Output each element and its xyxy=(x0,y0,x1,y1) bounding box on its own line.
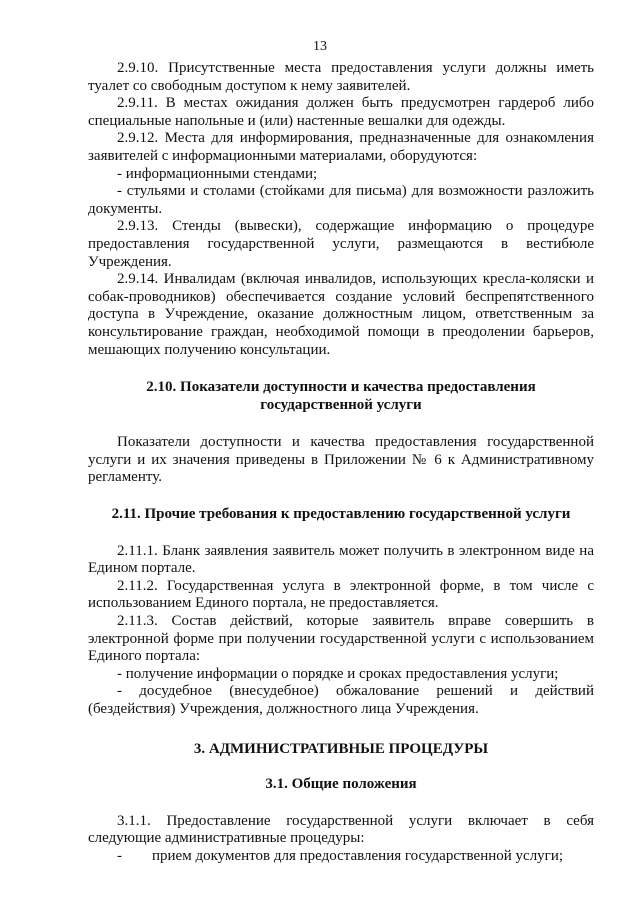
page-number: 13 xyxy=(313,39,327,54)
paragraph-2-9-12: 2.9.12. Места для информирования, предназначенные для ознакомления заявителей с информационными материалами, оборудуются: xyxy=(88,130,594,164)
paragraph-2-11-3: 2.11.3. Состав действий, которые заявитель вправе совершить в электронной форме при получении государственной услуги с использованием Единого портала: xyxy=(88,613,594,665)
list-item-stands: - информационными стендами; xyxy=(117,165,318,182)
heading-section-3: 3. АДМИНИСТРАТИВНЫЕ ПРОЦЕДУРЫ xyxy=(193,740,489,757)
heading-2-11: 2.11. Прочие требования к предоставлению государственной услуги xyxy=(111,506,571,523)
list-dash: - xyxy=(117,847,122,864)
document-body xyxy=(88,60,594,866)
paragraph-2-9-10: 2.9.10. Присутственные места предоставления услуги должны иметь туалет со свободным доступом к нему заявителей. xyxy=(88,60,594,94)
paragraph-3-1-1: 3.1.1. Предоставление государственной услуги включает в себя следующие административные процедуры: xyxy=(88,812,594,847)
list-item-info: - получение информации о порядке и сроках предоставления услуги; xyxy=(117,665,559,682)
paragraph-2-9-11: 2.9.11. В местах ожидания должен быть предусмотрен гардероб либо специальные напольные и (или) настенные вешалки для одежды. xyxy=(88,95,594,129)
paragraph-2-10-body: Показатели доступности и качества предоставления государственной услуги и их значения приведены в Приложении № 6 к Административному регламенту. xyxy=(88,434,594,486)
paragraph-2-9-14: 2.9.14. Инвалидам (включая инвалидов, использующих кресла-коляски и собак-проводников) обеспечивается создание условий беспрепятственного доступа в Учреждение, оказание должностным лицом, ответственным за консультирование граждан, необходимой помощи в преодолении барьеров, мешающих получению консультации. xyxy=(88,271,594,358)
paragraph-2-11-2: 2.11.2. Государственная услуга в электронной форме, в том числе с использованием Единого портала, не предоставляется. xyxy=(88,577,594,612)
list-item-appeal: - досудебное (внесудебное) обжалование решений и действий (бездействия) Учреждения, должностного лица Учреждения. xyxy=(88,683,594,717)
paragraph-2-11-1: 2.11.1. Бланк заявления заявитель может получить в электронном виде на Едином портале. xyxy=(88,542,594,577)
list-item-procedure-text: прием документов для предоставления государственной услуги; xyxy=(152,847,564,864)
paragraph-2-9-13: 2.9.13. Стенды (вывески), содержащие информацию о процедуре предоставления государственной услуги, размещаются в вестибюле Учреждения. xyxy=(88,218,594,270)
heading-2-10: 2.10. Показатели доступности и качества предоставления государственной услуги xyxy=(146,379,536,413)
list-item-chairs-tables: - стульями и столами (стойками для письма) для возможности разложить документы. xyxy=(88,183,594,217)
list-item-procedure xyxy=(88,848,594,866)
heading-3-1: 3.1. Общие положения xyxy=(265,776,417,793)
